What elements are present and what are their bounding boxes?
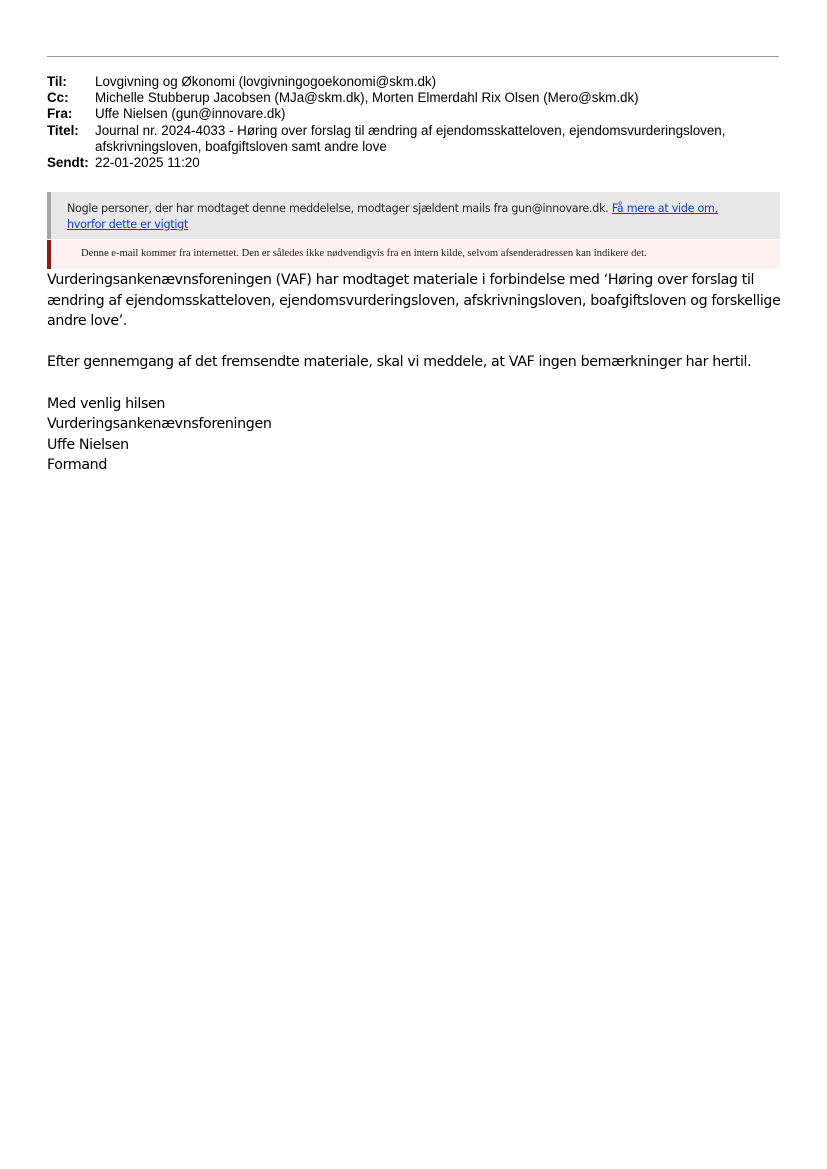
subject-label: Titel: [47, 122, 79, 138]
external-warning-text: Denne e-mail kommer fra internettet. Den er således ikke nødvendigvis fra en intern kilde, selvom afsenderadressen kan indikere det. [81, 248, 647, 259]
header-row-cc [47, 90, 782, 106]
email-headers [47, 74, 782, 171]
body-paragraph-1-line-3: andre love’. [47, 313, 128, 330]
first-contact-text: Nogle personer, der har modtaget denne meddelelse, modtager sjældent mails fra gun@innovare.dk. [67, 202, 609, 215]
sent-label: Sendt: [47, 155, 89, 171]
signature-organization: Vurderingsankenævnsforeningen [47, 416, 272, 433]
to-value: Lovgivning og Økonomi (lovgivningogoekonomi@skm.dk) [95, 74, 437, 89]
email-body [47, 270, 787, 476]
header-row-to [47, 74, 782, 90]
body-paragraph-2: Efter gennemgang af det fremsendte materiale, skal vi meddele, at VAF ingen bemærkninger har hertil. [47, 354, 752, 371]
body-paragraph-1-line-1: Vurderingsankenævnsforeningen (VAF) har modtaget materiale i forbindelse med ‘Høring over forslag til [47, 272, 755, 288]
from-value: Uffe Nielsen (gun@innovare.dk) [95, 106, 286, 122]
header-row-subject [47, 123, 782, 155]
subject-line-2: afskrivningsloven, boafgiftsloven samt andre love [95, 138, 387, 154]
learn-more-link-line-2: hvorfor dette er vigtigt [67, 217, 189, 231]
signature-role: Formand [47, 457, 107, 474]
subject-line-1: Journal nr. 2024-4033 - Høring over forslag til ændring af ejendomsskatteloven, ejendomsvurderingsloven, [95, 122, 726, 138]
to-label: Til: [47, 74, 67, 89]
from-label: Fra: [47, 106, 73, 122]
external-email-warning [47, 240, 780, 269]
paragraph-gap [47, 373, 787, 394]
body-paragraph-1-line-2: ændring af ejendomsskatteloven, ejendomsvurderingsloven, afskrivningsloven, boafgiftsloven og forskellige [47, 292, 781, 309]
cc-value: Michelle Stubberup Jacobsen (MJa@skm.dk), Morten Elmerdahl Rix Olsen (Mero@skm.dk) [95, 90, 639, 106]
signature-name: Uffe Nielsen [47, 436, 129, 453]
first-contact-notice [47, 192, 780, 239]
learn-more-link-line-1: Få mere at vide om, [611, 202, 718, 215]
sent-value: 22-01-2025 11:20 [95, 155, 200, 171]
header-row-from [47, 106, 782, 122]
top-divider [47, 56, 779, 57]
subject-value [95, 123, 782, 155]
cc-label: Cc: [47, 90, 69, 106]
header-row-sent [47, 155, 782, 171]
signature-closing: Med venlig hilsen [47, 395, 166, 412]
paragraph-gap [47, 332, 787, 353]
